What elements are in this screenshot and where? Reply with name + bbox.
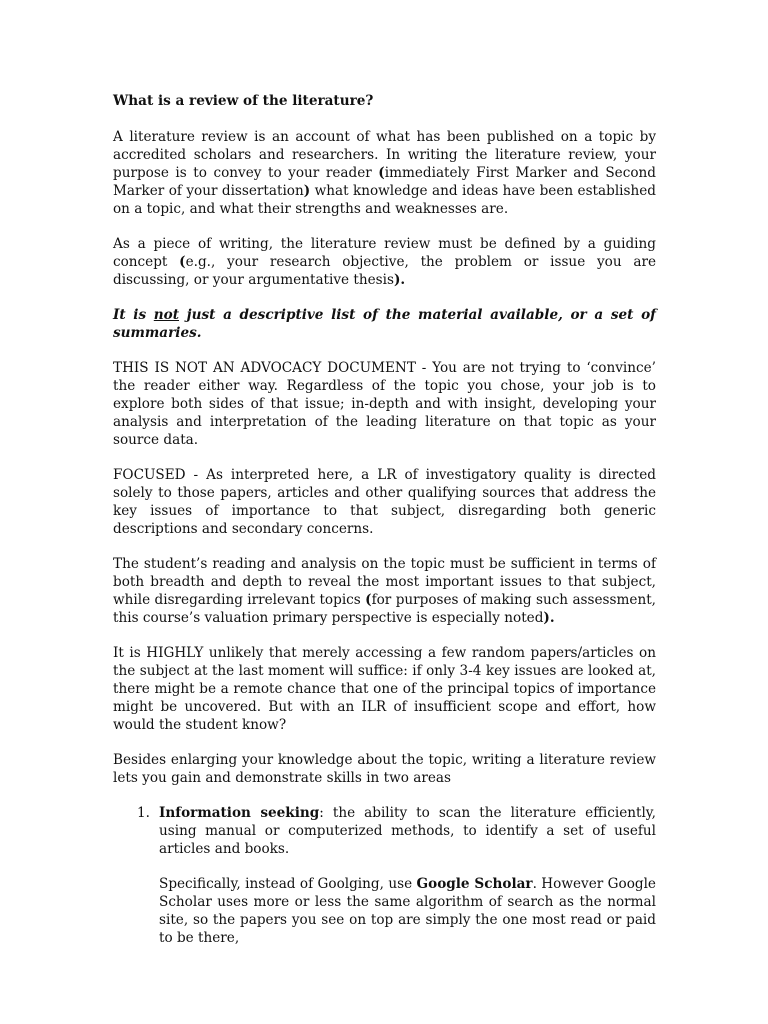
text-run: A literature review is an account of what has been published on a topic by accredited scholars and researchers. In writing the literature review, your purpose is to convey to your reader (113, 129, 656, 181)
google-scholar-term: Google Scholar (416, 876, 533, 892)
paragraph-focused: FOCUSED - As interpreted here, a LR of investigatory quality is directed solely to those papers, articles and other qualifying sources that address the key issues of importance to that subject, disregarding both generic descriptions and secondary concerns. (113, 467, 656, 537)
list-item (113, 804, 656, 947)
list-item-subparagraph (159, 875, 656, 947)
text-run: just a descriptive list of the material available, or a set of summaries. (113, 307, 656, 341)
bold-paren: ) (303, 183, 311, 199)
bold-paren: ( (378, 165, 385, 181)
text-run: As a piece of writing, the literature review must be defined by a guiding concept (113, 236, 656, 270)
bold-paren: ( (365, 592, 372, 608)
bold-paren: ). (393, 272, 406, 288)
text-run: e.g., your research objective, the problem or issue you are discussing, or your argumentative thesis (113, 254, 657, 288)
text-run: immediately First Marker and Second Marker of your dissertation (113, 165, 656, 199)
list-item-body (159, 804, 656, 858)
bold-paren: ). (543, 610, 555, 626)
list-item-term: Information seeking (159, 805, 320, 821)
text-run: The student’s reading and analysis on the topic must be sufficient in terms of both breadth and depth to reveal the most important issues to that subject, while disregarding irrelevant topics (113, 556, 656, 608)
document-title: What is a review of the literature? (113, 93, 374, 109)
text-run: for purposes of making such assessment, this course’s valuation primary perspective is especially noted (113, 592, 656, 626)
emphasis-statement (113, 306, 656, 342)
skills-list (113, 804, 656, 947)
paragraph-skills-intro: Besides enlarging your knowledge about the topic, writing a literature review lets you gain and demonstrate skills in two areas (113, 752, 656, 786)
paragraph-advocacy: THIS IS NOT AN ADVOCACY DOCUMENT - You are not trying to ‘convince’ the reader either way. Regardless of the topic you chose, your job is to explore both sides of that issue; in-depth and with insight, developing your analysis and interpretation of the leading literature on that topic as your source data. (113, 360, 656, 448)
text-run: Specifically, instead of Goolging, use (159, 876, 417, 892)
paragraph-definition (113, 128, 656, 218)
bold-paren: ( (179, 254, 186, 270)
text-run: . However Google Scholar uses more or less the same algorithm of search as the normal site, so the papers you see on top are simply the one most read or paid to be there, (159, 876, 656, 946)
paragraph-highly-unlikely: It is HIGHLY unlikely that merely accessing a few random papers/articles on the subject at the last moment will suffice: if only 3-4 key issues are looked at, there might be a remote chance that one of the principal topics of importance might be uncovered. But with an ILR of insufficient scope and effort, how would the student know? (113, 645, 656, 733)
text-run: what knowledge and ideas have been established on a topic, and what their strengths and weaknesses are. (113, 183, 656, 217)
text-run: It is (113, 307, 154, 323)
list-item-text: : the ability to scan the literature efficiently, using manual or computerized methods, to identify a set of useful articles and books. (159, 805, 656, 857)
paragraph-guiding-concept (113, 235, 656, 289)
underlined-not: not (153, 307, 180, 323)
list-item-number: 1. (137, 805, 150, 821)
paragraph-breadth-depth (113, 555, 656, 627)
